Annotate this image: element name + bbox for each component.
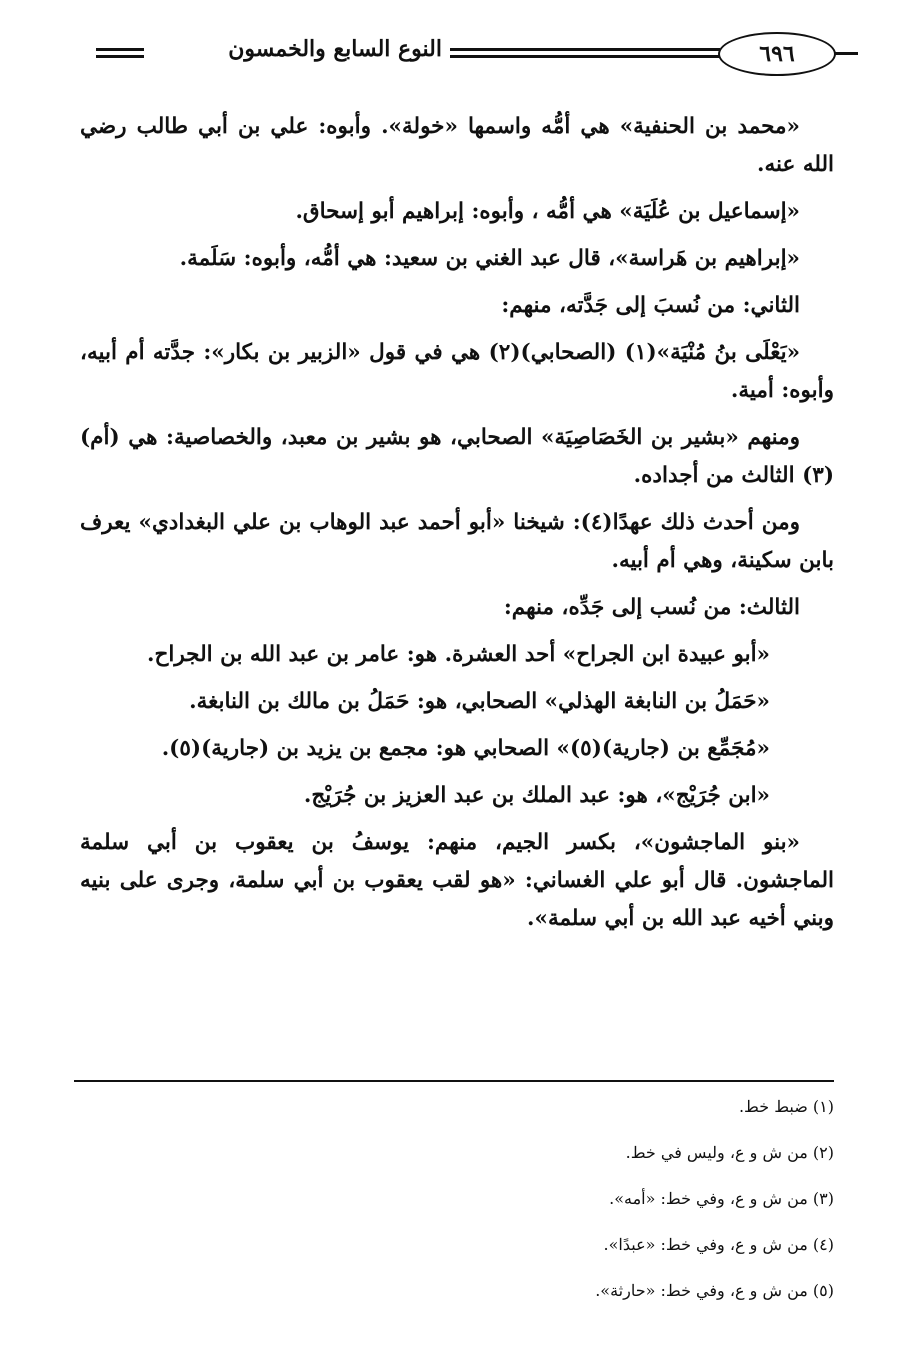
paragraph: «إسماعيل بن عُلَيَة» هي أمُّه ، وأبوه: إبراهيم أبو إسحاق. [295, 199, 800, 224]
header-rule-left-top [96, 48, 144, 51]
header-rule-bottom [450, 55, 720, 58]
footnote-separator [74, 1080, 834, 1082]
paragraph: «يَعْلَى بنُ مُنْيَة»(١) (الصحابي)(٢) هي في قول «الزبير بن بكار»: جدَّته أم أبيه، وأبوه: أمية. [80, 340, 834, 403]
paragraph: ومنهم «بشير بن الخَصَاصِيَة» الصحابي، هو بشير بن معبد، والخصاصية: هي (أم)(٣) الثالث من أجداده. [80, 425, 834, 488]
footnote: (٥) من ش و ع، وفي خط: «حارثة». [595, 1281, 834, 1300]
header-rule-top [450, 48, 720, 51]
paragraph: «ابن جُرَيْج»، هو: عبد الملك بن عبد العزيز بن جُرَيْج. [303, 783, 770, 808]
paragraph: «بنو الماجشون»، بكسر الجيم، منهم: يوسفُ بن يعقوب بن أبي سلمة الماجشون. قال أبو علي الغساني: «هو لقب يعقوب بن أبي سلمة، وجرى على بنيه وبني أخيه عبد الله بن أبي سلمة». [80, 830, 834, 931]
paragraph: «محمد بن الحنفية» هي أمُّه واسمها «خولة». وأبوه: علي بن أبي طالب رضي الله عنه. [80, 114, 834, 177]
section-heading: الثالث: من نُسب إلى جَدِّه، منهم: [503, 595, 800, 620]
footnote: (٤) من ش و ع، وفي خط: «عبدًا». [603, 1235, 834, 1254]
footnotes [80, 1094, 834, 1324]
paragraph: «حَمَلُ بن النابغة الهذلي» الصحابي، هو: حَمَلُ بن مالك بن النابغة. [189, 689, 770, 714]
paragraph: «إبراهيم بن هَراسة»، قال عبد الغني بن سعيد: هي أمُّه، وأبوه: سَلَمة. [179, 246, 800, 271]
paragraph: «أبو عبيدة ابن الجراح» أحد العشرة. هو: عامر بن عبد الله بن الجراح. [146, 642, 770, 667]
chapter-title: النوع السابع والخمسون [228, 36, 442, 62]
running-header [96, 28, 836, 88]
paragraph: ومن أحدث ذلك عهدًا(٤): شيخنا «أبو أحمد عبد الوهاب بن علي البغدادي» يعرف بابن سكينة، وهي أم أبيه. [80, 510, 834, 573]
main-text [80, 108, 834, 947]
section-heading: الثاني: من نُسبَ إلى جَدَّته، منهم: [501, 293, 800, 318]
footnote: (٣) من ش و ع، وفي خط: «أمه». [609, 1189, 834, 1208]
header-rule-left-bottom [96, 55, 144, 58]
paragraph: «مُجَمِّع بن (جارية)(٥)» الصحابي هو: مجمع بن يزيد بن (جارية)(٥). [161, 736, 770, 761]
page-number: ٦٩٦ [718, 32, 836, 76]
footnote: (٢) من ش و ع، وليس في خط. [625, 1143, 834, 1162]
footnote: (١) ضبط خط. [738, 1097, 834, 1116]
